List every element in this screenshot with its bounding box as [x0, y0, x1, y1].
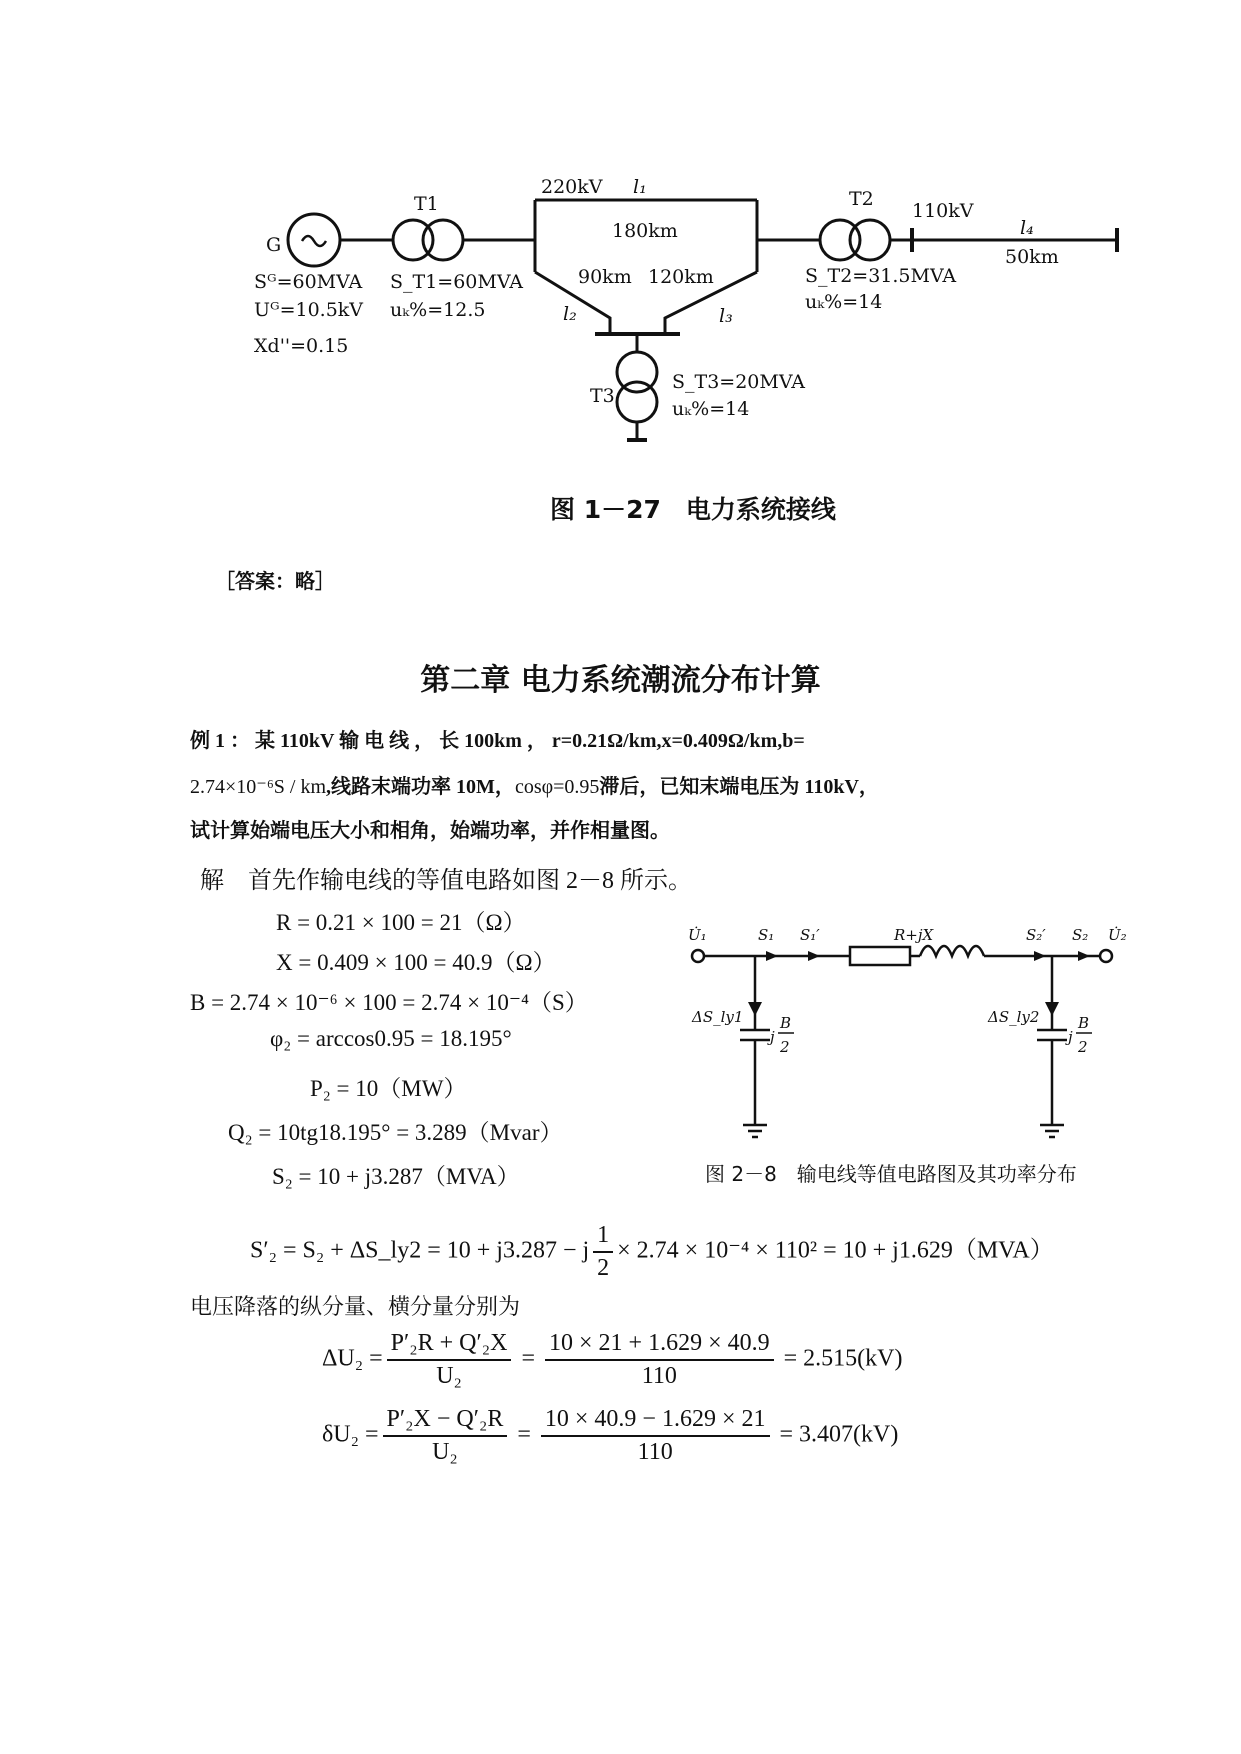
du2-lhs: δU₂ =	[322, 1421, 379, 1448]
label-st1: S_T1=60MVA	[390, 271, 523, 293]
figure1-caption: 图 1－27 电力系统接线	[550, 495, 836, 524]
label-j-right: j	[1068, 1028, 1073, 1046]
formula-s2-rhs: × 2.74 × 10⁻⁴ × 110² = 10 + j1.629（MVA）	[617, 1237, 1054, 1264]
formula-small-delta-u2: δU₂ = $\frac{\text{P′₂X − Q′₂R}}{\text{U₂}}$ = $\frac{10 \times 40.9 - 1.629 \times 21}{110}$ = 3.407(kV)	[322, 1406, 899, 1465]
label-90km: 90km	[578, 266, 632, 288]
label-g: G	[266, 234, 282, 256]
label-l1: l₁	[633, 176, 647, 198]
du2-den-symbolic: U₂	[432, 1439, 458, 1465]
equivalent-circuit-diagram	[680, 920, 1180, 1170]
label-ug: Uᴳ=10.5kV	[254, 299, 364, 321]
du-result: = 2.515(kV)	[783, 1345, 903, 1372]
label-t1: T1	[414, 193, 439, 215]
label-ds-ly1: ΔS_ly1	[692, 1008, 744, 1026]
du2-den-numeric: 110	[637, 1439, 673, 1465]
formula-s2-lhs: S′₂ = S₂ + ΔS_ly2 = 10 + j3.287 − j	[250, 1237, 590, 1264]
solution-intro: 解 首先作输电线的等值电路如图 2－8 所示。	[200, 868, 692, 894]
voltage-drop-text: 电压降落的纵分量、横分量分别为	[190, 1295, 521, 1320]
eq-phi: φ₂ = arccos0.95 = 18.195°	[270, 1026, 512, 1051]
du-num-numeric: 10 × 21 + 1.629 × 40.9	[545, 1330, 774, 1361]
answer-text: ［答案：略］	[215, 569, 335, 593]
label-l3: l₃	[719, 305, 733, 327]
du-den-symbolic: U₂	[436, 1363, 462, 1389]
label-uk2: uₖ%=14	[805, 291, 883, 313]
label-220kv: 220kV	[541, 176, 603, 198]
du2-num-symbolic: P′₂X − Q′₂R	[383, 1406, 508, 1437]
label-s2-prime: S₂′	[1026, 926, 1046, 944]
label-j-left: j	[770, 1028, 775, 1046]
label-sg: Sᴳ=60MVA	[254, 271, 363, 293]
label-s2: S₂	[1072, 926, 1089, 944]
label-u1: U̇₁	[688, 926, 707, 944]
chapter-title: 第二章 电力系统潮流分布计算	[420, 663, 821, 698]
label-st3: S_T3=20MVA	[672, 371, 805, 393]
eq-x: X = 0.409 × 100 = 40.9（Ω）	[276, 950, 556, 975]
label-s1: S₁	[758, 926, 775, 944]
eq-q2: Q₂ = 10tg18.195° = 3.289（Mvar）	[228, 1120, 563, 1145]
label-l4: l₄	[1020, 217, 1034, 239]
label-b-right: B	[1078, 1014, 1090, 1032]
label-ds-ly2: ΔS_ly2	[988, 1008, 1040, 1026]
example-cos: cosφ=0.95	[514, 776, 600, 798]
figure2-caption: 图 2－8 输电线等值电路图及其功率分布	[705, 1162, 1077, 1186]
du-num-symbolic: P′₂R + Q′₂X	[387, 1330, 512, 1361]
du2-result: = 3.407(kV)	[779, 1421, 899, 1448]
formula-half-den: 2	[597, 1255, 610, 1281]
label-50km: 50km	[1005, 246, 1059, 268]
formula-s2-prime	[250, 1222, 1054, 1282]
example-b-value: 2.74×10⁻⁶S / km	[190, 776, 327, 798]
label-b-left: B	[780, 1014, 792, 1032]
label-st2: S_T2=31.5MVA	[805, 265, 957, 287]
formula-half-num: 1	[593, 1222, 613, 1253]
du-lhs: ΔU₂ =	[322, 1345, 383, 1372]
label-120km: 120km	[648, 266, 714, 288]
example-line-3: 试计算始端电压大小和相角，始端功率，并作相量图。	[190, 820, 670, 842]
label-two-right: 2	[1078, 1038, 1088, 1056]
label-rjx: R+jX	[894, 926, 934, 944]
du2-num-numeric: 10 × 40.9 − 1.629 × 21	[541, 1406, 770, 1437]
label-t2: T2	[849, 188, 874, 210]
power-system-diagram	[0, 0, 1241, 520]
label-t3: T3	[590, 385, 615, 407]
label-uk1: uₖ%=12.5	[390, 299, 486, 321]
eq-b: B = 2.74 × 10⁻⁶ × 100 = 2.74 × 10⁻⁴（S）	[190, 990, 588, 1015]
label-110kv: 110kV	[912, 200, 974, 222]
label-uk3: uₖ%=14	[672, 398, 750, 420]
label-two-left: 2	[780, 1038, 790, 1056]
example-line-1: 例 1 ： 某 110kV 输 电 线 ， 长 100km ， r=0.21Ω/km,x=0.409Ω/km,b=	[190, 730, 805, 752]
label-180km: 180km	[612, 220, 678, 242]
eq-r: R = 0.21 × 100 = 21（Ω）	[276, 910, 526, 935]
example-line-2	[190, 770, 879, 799]
du-den-numeric: 110	[641, 1363, 677, 1389]
label-l2: l₂	[563, 303, 577, 325]
formula-delta-u2: ΔU₂ = $\frac{\text{P′₂R + Q′₂X}}{\text{U₂}}$ = $\frac{10 \times 21 + 1.629 \times 40.9}{110}$ = 2.515(kV)	[322, 1330, 903, 1389]
eq-s2: S₂ = 10 + j3.287（MVA）	[272, 1164, 520, 1189]
label-u2: U̇₂	[1108, 926, 1127, 944]
example-voltage: 滞后，已知末端电压为 110kV，	[599, 776, 879, 798]
label-s1-prime: S₁′	[800, 926, 820, 944]
label-xd: Xd''=0.15	[254, 335, 349, 357]
eq-p2: P₂ = 10（MW）	[310, 1076, 467, 1101]
example-power: ,线路末端功率 10M，	[326, 776, 515, 798]
